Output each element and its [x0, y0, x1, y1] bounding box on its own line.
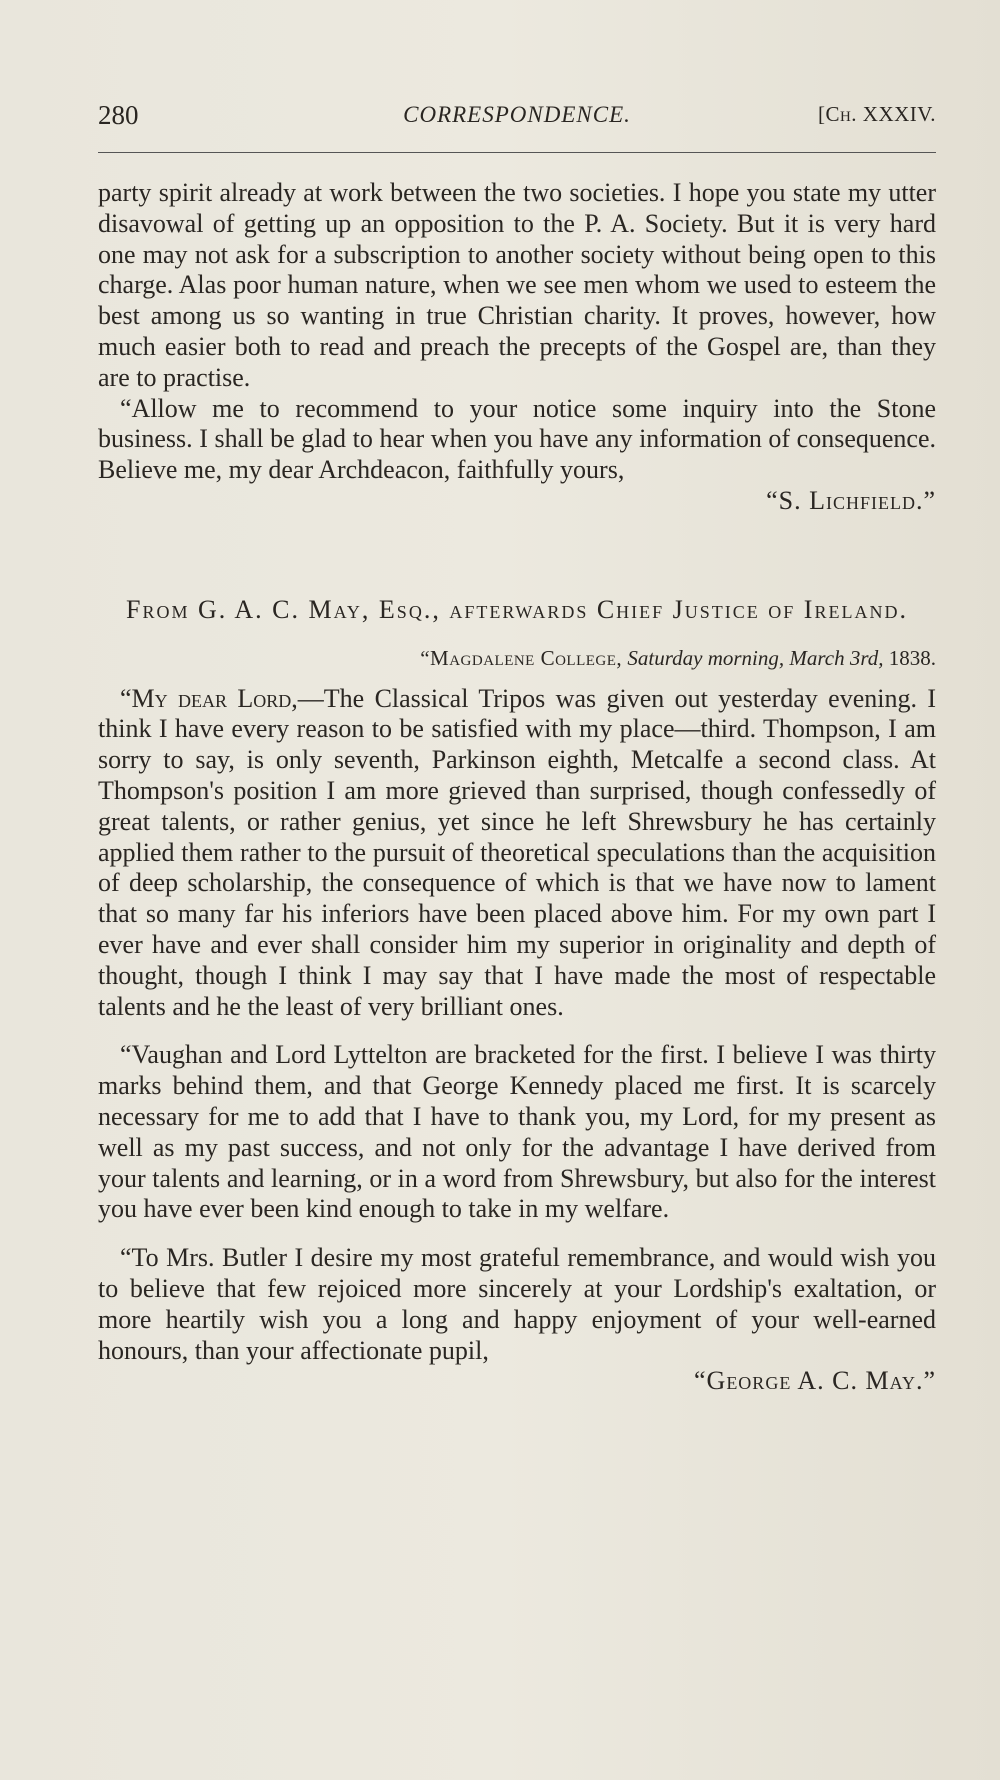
paragraph-gap [98, 1022, 936, 1040]
running-header [98, 100, 936, 140]
chapter-label: [Ch. XXXIV. [817, 102, 936, 126]
paragraph: party spirit already at work between the two societies. I hope you state my utter disavowal of getting up an opposition to the P. A. Society. But it is very hard one may not ask for a subscription to another society without being open to this charge. Alas poor human nature, when we see men whom we used to esteem the best among us so wanting in true Christian charity. It proves, however, how much easier both to read and preach the precepts of the Gospel are, than they are to practise. [98, 178, 936, 392]
dateline-date: Saturday morning, March 3rd, [627, 645, 884, 670]
page-body [98, 178, 936, 1397]
dateline [98, 643, 936, 674]
paragraph [98, 684, 936, 1023]
page-number: 280 [98, 100, 139, 130]
header-rule [98, 152, 936, 153]
paragraph: “Allow me to recommend to your notice some inquiry into the Stone business. I shall be glad to hear when you have any information of consequence. Believe me, my dear Archdeacon, faithfully yours, [98, 393, 936, 485]
dateline-year: 1838. [888, 645, 936, 670]
signature: “S. Lichfield.” [766, 485, 936, 515]
paragraph-text: —The Classical Tripos was given out yesterday evening. I think I have every reason to be satisfied with my place—third. Thompson, I am sorry to say, is only seventh, Parkinson eighth, Metcalfe a second class. At Thompson's position I am more grieved than surprised, though confessedly of great talents, or rather genius, yet since he left Shrewsbury he has certainly applied them rather to the pursuit of theoretical speculations than the acquisition of deep scholarship, the consequence of which is that we have now to lament that so many far his inferiors have been placed above him. For my own part I ever have and ever shall consider him my superior in originality and depth of thought, though I think I may say that I have made the most of respectable talents and he the least of very brilliant ones. [98, 683, 936, 1021]
letter-heading: From G. A. C. May, Esq., afterwards Chief Justice of Ireland. [126, 594, 908, 624]
signature: “George A. C. May.” [694, 1366, 936, 1396]
running-title: CORRESPONDENCE. [403, 102, 631, 127]
paragraph: “To Mrs. Butler I desire my most grateful remembrance, and would wish you to believe that few rejoiced more sincerely at your Lordship's exaltation, or more heartily wish you a long and happy enjoyment of your well-earned honours, than your affectionate pupil, [98, 1243, 936, 1365]
paragraph: “Vaughan and Lord Lyttelton are bracketed for the first. I believe I was thirty marks behind them, and that George Kennedy placed me first. It is scarcely necessary for me to add that I have to thank you, my Lord, for my present as well as my past success, and not only for the advantage I have derived from your talents and learning, or in a word from Shrewsbury, but also for the interest you have ever been kind enough to take in my welfare. [98, 1040, 936, 1224]
paragraph-gap [98, 1225, 936, 1243]
salutation: “My dear Lord, [120, 683, 298, 713]
dateline-place: “Magdalene College, [420, 645, 623, 670]
